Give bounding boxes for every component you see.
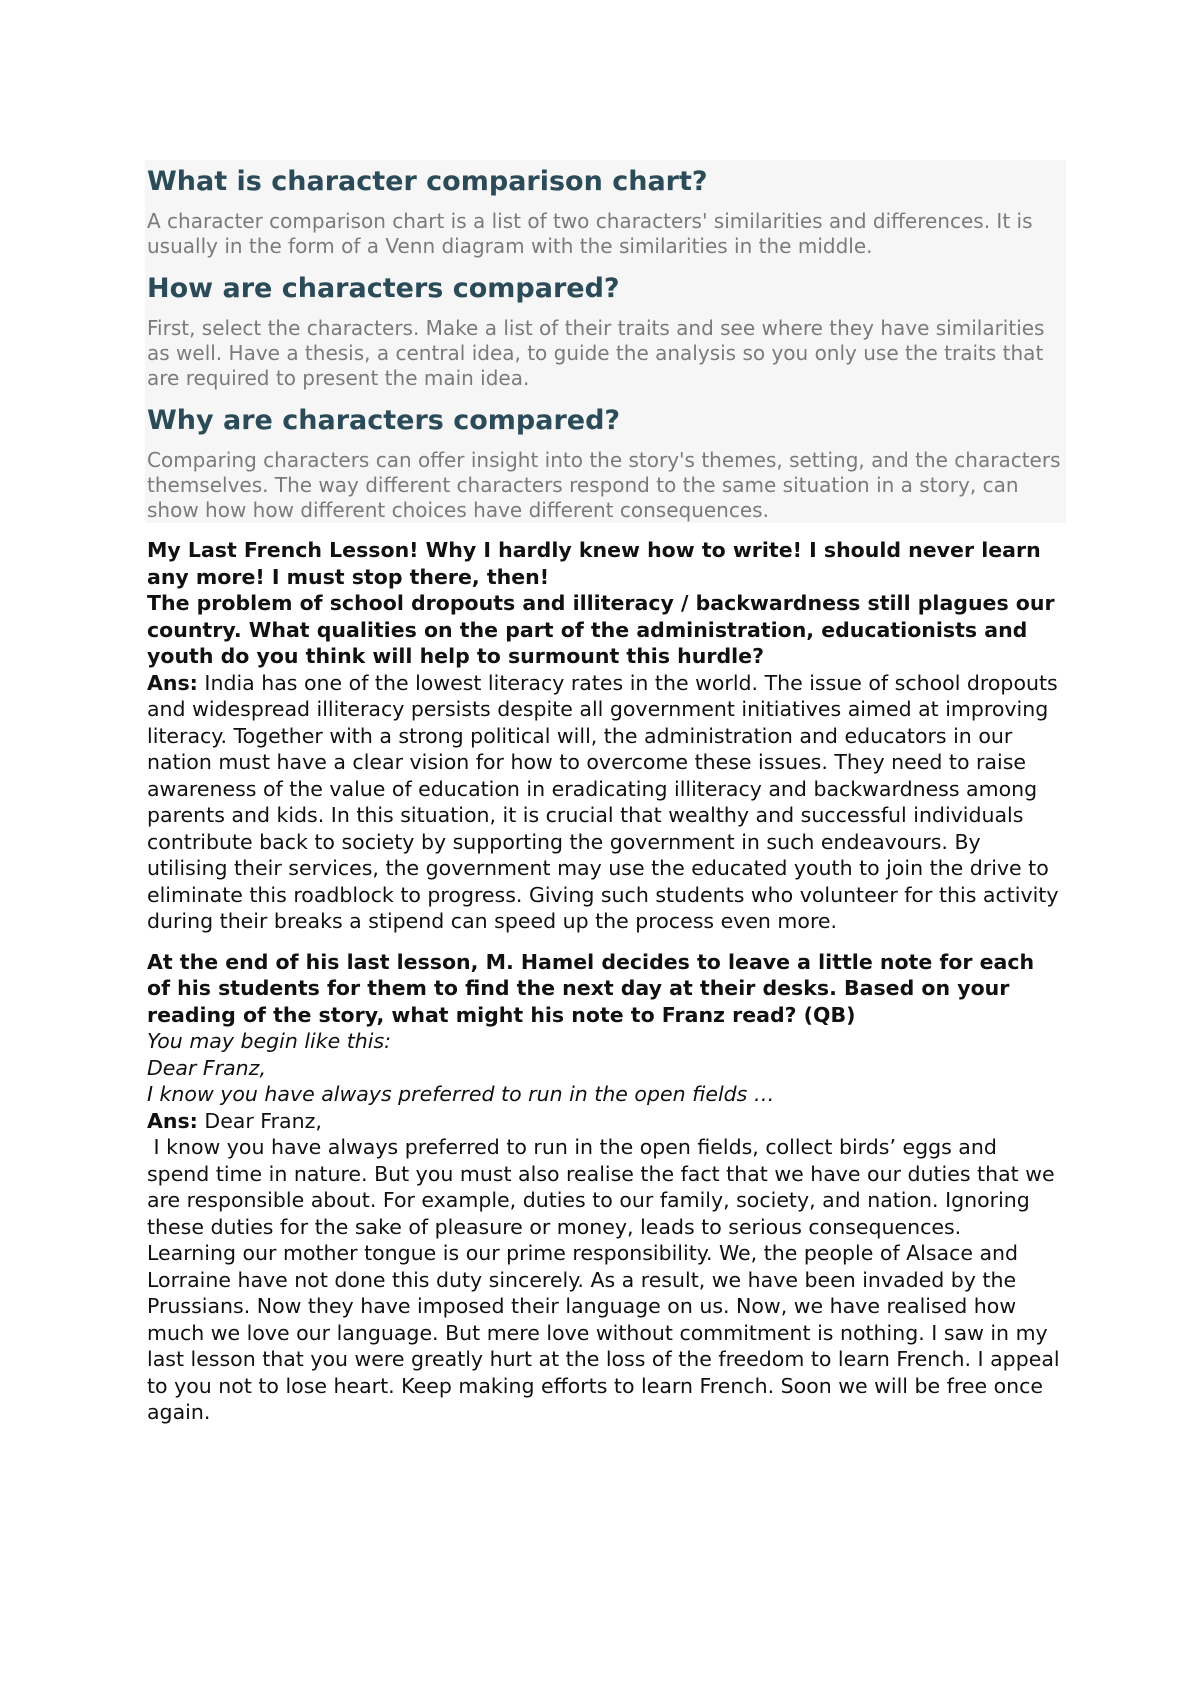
section2-answer-salutation [147, 1108, 1062, 1135]
faq-answer-1: A character comparison chart is a list of two characters' similarities and differences. It is usually in the form of a Venn diagram with the similarities in the middle. [147, 209, 1033, 258]
section1-question: The problem of school dropouts and illiteracy / backwardness still plagues our country. What qualities on the part of the administration, educationists and youth do you think will help to surmount this hurdle? [147, 591, 1055, 668]
letter-paragraph-2: Learning our mother tongue is our prime responsibility. We, the people of Alsace and Lorraine have not done this duty sincerely. As a result, we have been invaded by the Prussians. Now they have imposed their language on us. Now, we have realised how much we love our language. But mere love without commitment is nothing. I saw in my last lesson that you were greatly hurt at the loss of the freedom to learn French. I appeal to you not to lose heart. Keep making efforts to learn French. Soon we will be free once again. [147, 1241, 1060, 1424]
faq-answer-2: First, select the characters. Make a list of their traits and see where they have similarities as well. Have a thesis, a central idea, to guide the analysis so you only use the traits that are required to present the main idea. [147, 316, 1045, 390]
hint-line-1: You may begin like this: [147, 1029, 392, 1053]
faq-question-3: Why are characters compared? [147, 405, 621, 436]
section1-answer-text: India has one of the lowest literacy rates in the world. The issue of school dropouts and widespread illiteracy persists despite all government initiatives aimed at improving literacy. Together with a strong political will, the administration and educators in our nation must have a clear vision for how to overcome these issues. They need to raise awareness of the value of education in eradicating illiteracy and backwardness among parents and kids. In this situation, it is crucial that wealthy and successful individuals contribute back to society by supporting the government in such endeavours. By utilising their services, the government may use the educated youth to join the drive to eliminate this roadblock to progress. Giving such students who volunteer for this activity during their breaks a stipend can speed up the process even more. [147, 670, 1059, 933]
faq-answer-3: Comparing characters can offer insight into the story's themes, setting, and the characters themselves. The way different characters respond to the same situation in a story, can show how how different choices have different consequences. [147, 448, 1061, 522]
section1-answer [147, 670, 1062, 935]
faq-box [145, 160, 1066, 523]
letter-paragraph-1: I know you have always preferred to run in the open fields, collect birds’ eggs and spend time in nature. But you must also realise the fact that we have our duties that we are responsible about. For example, duties to our family, society, and nation. Ignoring these duties for the sake of pleasure or money, leads to serious consequences. [147, 1135, 1062, 1239]
document-body [147, 160, 1062, 1426]
hint-line-2: Dear Franz, [147, 1055, 266, 1080]
section-hamel-note [147, 949, 1062, 1426]
ans-label: Ans: [147, 670, 198, 695]
section-literacy [147, 537, 1062, 935]
faq-question-2: How are characters compared? [147, 273, 620, 304]
section1-quote: My Last French Lesson! Why I hardly knew how to write! I should never learn any more! I must stop there, then! [147, 538, 1041, 589]
section2-question: At the end of his last lesson, M. Hamel decides to leave a little note for each of his students for them to find the next day at their desks. Based on your reading of the story, what might his note to Franz read? (QB) [147, 949, 1035, 1027]
salutation: Dear Franz, [204, 1108, 322, 1133]
hint-line-3: I know you have always preferred to run in the open fields … [147, 1082, 775, 1106]
faq-question-1: What is character comparison chart? [147, 166, 708, 197]
ans-label: Ans: [147, 1108, 198, 1133]
